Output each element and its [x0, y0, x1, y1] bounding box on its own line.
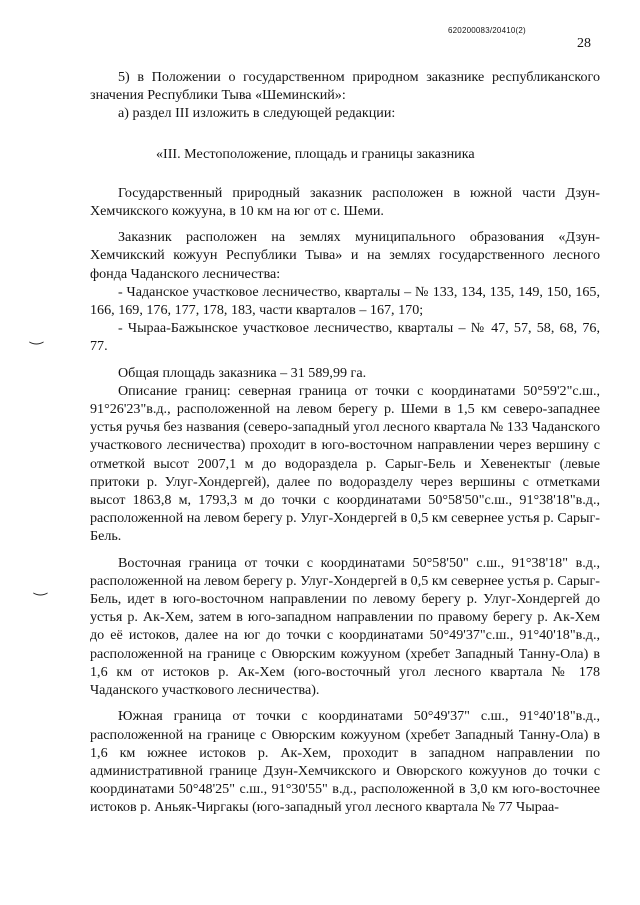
document-body [90, 68, 600, 817]
paragraph-lands: Заказник расположен на землях муниципального образования «Дзун-Хемчикский кожуун Республики Тыва» и на землях государственного лесного фонда Чаданского лесничества: [90, 229, 600, 282]
paragraph-east-boundary: Восточная граница от точки с координатами 50°58'50" с.ш., 91°38'18" в.д., расположенной на левом берегу р. Улуг-Хондергей в 0,5 км севернее устья р. Сарыг-Бель, идет в юго-восточном направлении по левому берегу р. Улуг-Хондергей до устья р. Ак-Хем, затем в юго-западном направлении по правому берегу р. Ак-Хем до её истоков, далее на юг до точки с координатами 50°49'37"с.ш., 91°40'18"в.д., расположенной на границе с Овюрским кожууном (хребет Западный Танну-Ола) в 1,6 км от истоков р. Ак-Хем (юго-восточный угол лесного квартала № 178 Чаданского участкового лесничества). [90, 554, 600, 699]
paragraph-amendment-intro: 5) в Положении о государственном природном заказнике республиканского значения Республики Тыва «Шеминский»: [90, 69, 600, 104]
paragraph-section-instruction: а) раздел III изложить в следующей редакции: [118, 105, 396, 122]
page-number: 28 [577, 36, 591, 51]
margin-pencil-mark: ‿ [30, 328, 43, 345]
paragraph-total-area: Общая площадь заказника – 31 589,99 га. [118, 364, 367, 381]
document-code: 620200083/20410(2) [448, 26, 526, 35]
paragraph-location: Государственный природный заказник расположен в южной части Дзун-Хемчикского кожууна, в 10 км на юг от с. Шеми. [90, 184, 600, 220]
margin-pencil-mark: ‿ [34, 579, 47, 596]
paragraph-south-boundary: Южная граница от точки с координатами 50°49'37" с.ш., 91°40'18"в.д., расположенной на границе с Овюрским кожууном (хребет Западный Танну-Ола) в 1,6 км южнее истоков р. Ак-Хем, проходит в западном направлении по административной границе Дзун-Хемчикского и Овюрского кожуунов до точки с координатами 50°48'25" с.ш., 91°30'55" в.д., расположенной в 3,0 км юго-восточнее истоков р. Аньяк-Чиргакы (юго-западный угол лесного квартала № 77 Чыраа- [90, 708, 600, 816]
paragraph-north-boundary: Описание границ: северная граница от точки с координатами 50°59'2"с.ш., 91°26'23"в.д., расположенной на левом берегу р. Шеми в 1,5 км северо-западнее устья ручья без названия (северо-западный угол лесного квартала № 133 Чаданского участкового лесничества) проходит в юго-восточном направлении через вершину с отметкой высот 2007,1 м до водораздела р. Сарыг-Бель и Хевенектыг (левые притоки р. Улуг-Хондергей), далее по водоразделу через вершины с отметками высот 1863,8 м, 1793,3 м до точки с координатами 50°58'50"с.ш., 91°38'18"в.д., расположенной на левом берегу р. Улуг-Хондергей в 0,5 км севернее устья р. Сарыг-Бель. [90, 382, 600, 545]
paragraph-forestry-chyraa: - Чыраа-Бажынское участковое лесничество, кварталы – № 47, 57, 58, 68, 76, 77. [90, 320, 600, 355]
section-heading: «III. Местоположение, площадь и границы заказника [156, 145, 475, 162]
paragraph-forestry-chadan: - Чаданское участковое лесничество, кварталы – № 133, 134, 135, 149, 150, 165, 166, 169, 176, 177, 178, 183, части кварталов – 167, 170; [90, 283, 600, 319]
